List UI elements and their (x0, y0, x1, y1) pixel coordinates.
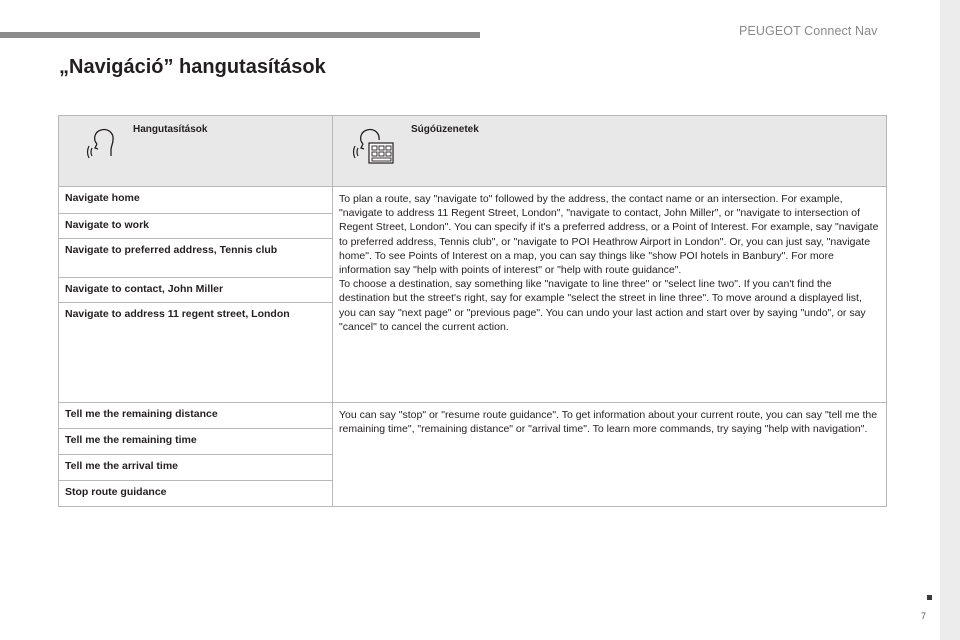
table-row (59, 187, 887, 214)
help-paragraph: To plan a route, say "navigate to" followed by the address, the contact name or an intersection. For example, "navigate to address 11 Regent Street, London", "navigate to contact, John Miller", or "navigate to intersection of Regent Street, London". You can specify if it's a preferred address, or a Point of Interest. For example, say "navigate to preferred address, Tennis club", or "navigate to POI Heathrow Airport in London". Or, you can just say, "navigate home". To see Points of Interest on a map, you can say things like "show POI hotels in Banbury". For more information say "help with points of interest" or "help with route guidance". (339, 193, 879, 277)
command-cell: Tell me the arrival time (59, 455, 333, 481)
page-number: 7 (921, 611, 927, 621)
brand-label: PEUGEOT Connect Nav (739, 24, 878, 38)
help-cell (333, 187, 887, 403)
command-cell: Navigate to preferred address, Tennis club (59, 239, 333, 278)
column-header-help (333, 116, 887, 187)
command-cell: Stop route guidance (59, 481, 333, 507)
table-row (59, 403, 887, 429)
command-cell: Navigate home (59, 187, 333, 214)
page-title: „Navigáció” hangutasítások (59, 56, 326, 78)
column-header-label: Súgóüzenetek (411, 124, 479, 135)
help-paragraph: To choose a destination, say something like "navigate to line three" or "select line two". If you can't find the destination but the street's right, say for example "select the street in line three". To move around a displayed list, you can say "next page" or "previous page". You can undo your last action and start over by saying "undo", or say "cancel" to cancel the current action. (339, 278, 866, 333)
command-cell: Navigate to work (59, 214, 333, 239)
voice-command-icon (83, 124, 119, 160)
table-header-row (59, 116, 887, 187)
help-message-icon (351, 124, 399, 166)
command-cell: Navigate to contact, John Miller (59, 278, 333, 303)
command-cell: Navigate to address 11 regent street, London (59, 303, 333, 403)
page-marker (927, 595, 932, 600)
column-header-label: Hangutasítások (133, 124, 208, 135)
side-strip (940, 0, 960, 640)
voice-command-table (58, 115, 887, 507)
command-cell: Tell me the remaining distance (59, 403, 333, 429)
command-cell: Tell me the remaining time (59, 429, 333, 455)
help-cell (333, 403, 887, 507)
column-header-commands (59, 116, 333, 187)
header-rule (0, 32, 480, 38)
help-paragraph: You can say "stop" or "resume route guidance". To get information about your current route, you can say "tell me the remaining time", "remaining distance" or "arrival time". To learn more commands, try saying "help with navigation". (339, 409, 878, 436)
